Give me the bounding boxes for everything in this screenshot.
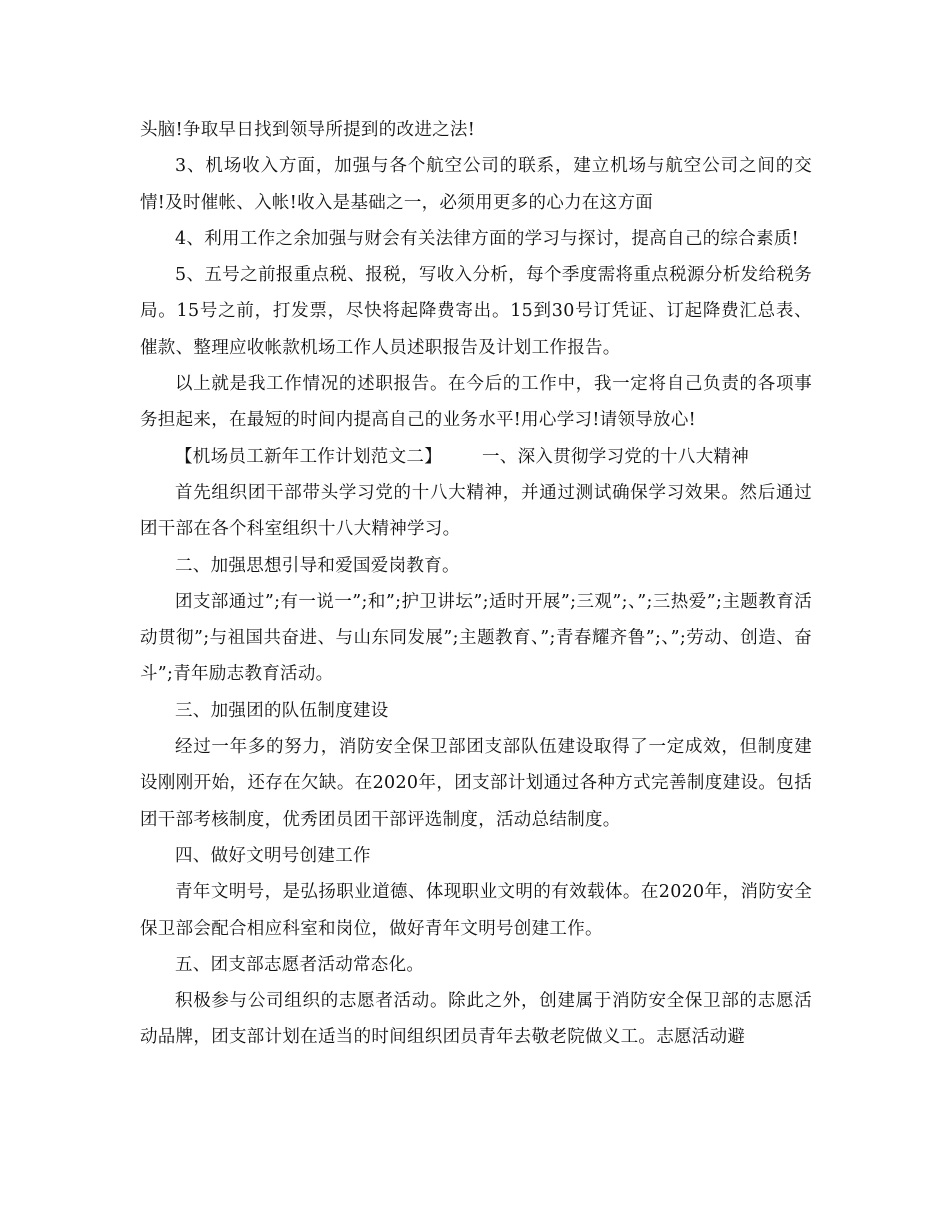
heading-team-system: 三、加强团的队伍制度建设 bbox=[175, 700, 389, 721]
paragraph-conclusion: 以上就是我工作情况的述职报告。在今后的工作中，我一定将自己负责的各项事务担起来，在最短的时间内提高自己的业务水平!用心学习!请领导放心! bbox=[140, 374, 812, 431]
paragraph-income: 3、机场收入方面，加强与各个航空公司的联系，建立机场与航空公司之间的交情!及时催帐、入帐!收入是基础之一，必须用更多的心力在这方面 bbox=[140, 156, 812, 213]
heading-civilization-post: 四、做好文明号创建工作 bbox=[175, 845, 371, 866]
paragraph-tax-schedule: 5、五号之前报重点税、报税，写收入分析，每个季度需将重点税源分析发给税务局。15号之前，打发票，尽快将起降费寄出。15到30号订凭证、订起降费汇总表、催款、整理应收帐款机场工作人员述职报告及计划工作报告。 bbox=[140, 265, 812, 358]
paragraph-continuation: 头脑!争取早日找到领导所提到的改进之法! bbox=[140, 120, 476, 140]
paragraph-study-law: 4、利用工作之余加强与财会有关法律方面的学习与探讨，提高自己的综合素质! bbox=[175, 228, 799, 249]
paragraph-study-congress: 首先组织团干部带头学习党的十八大精神，并通过测试确保学习效果。然后通过团干部在各个科室组织十八大精神学习。 bbox=[140, 482, 812, 540]
heading-ideology-education: 二、加强思想引导和爱国爱岗教育。 bbox=[175, 555, 460, 576]
paragraph-volunteer: 积极参与公司组织的志愿者活动。除此之外，创建属于消防安全保卫部的志愿活动品牌，团支部计划在适当的时间组织团员青年去敬老院做义工。志愿活动避 bbox=[140, 991, 812, 1048]
paragraph-team-system: 经过一年多的努力，消防安全保卫部团支部队伍建设取得了一定成效，但制度建设刚刚开始，还存在欠缺。在2020年，团支部计划通过各种方式完善制度建设。包括团干部考核制度，优秀团员团干部评选制度，活动总结制度。 bbox=[140, 737, 812, 830]
section-heading-line bbox=[140, 439, 812, 475]
section-first-heading: 一、深入贯彻学习党的十八大精神 bbox=[482, 446, 749, 467]
document-body bbox=[140, 112, 812, 1056]
section-title: 【机场员工新年工作计划范文二】 bbox=[175, 446, 442, 467]
paragraph-league-activities: 团支部通过”;有一说一”;和”;护卫讲坛”;适时开展”;三观”;、”;三热爱”;主题教育活动贯彻”;与祖国共奋进、与山东同发展”;主题教育、”;青春耀齐鲁”;、”;劳动、创造、奋斗”;青年励志教育活动。 bbox=[140, 591, 812, 685]
heading-volunteer: 五、团支部志愿者活动常态化。 bbox=[175, 954, 425, 975]
paragraph-civilization-post: 青年文明号，是弘扬职业道德、体现职业文明的有效载体。在2020年，消防安全保卫部会配合相应科室和岗位，做好青年文明号创建工作。 bbox=[140, 882, 812, 939]
